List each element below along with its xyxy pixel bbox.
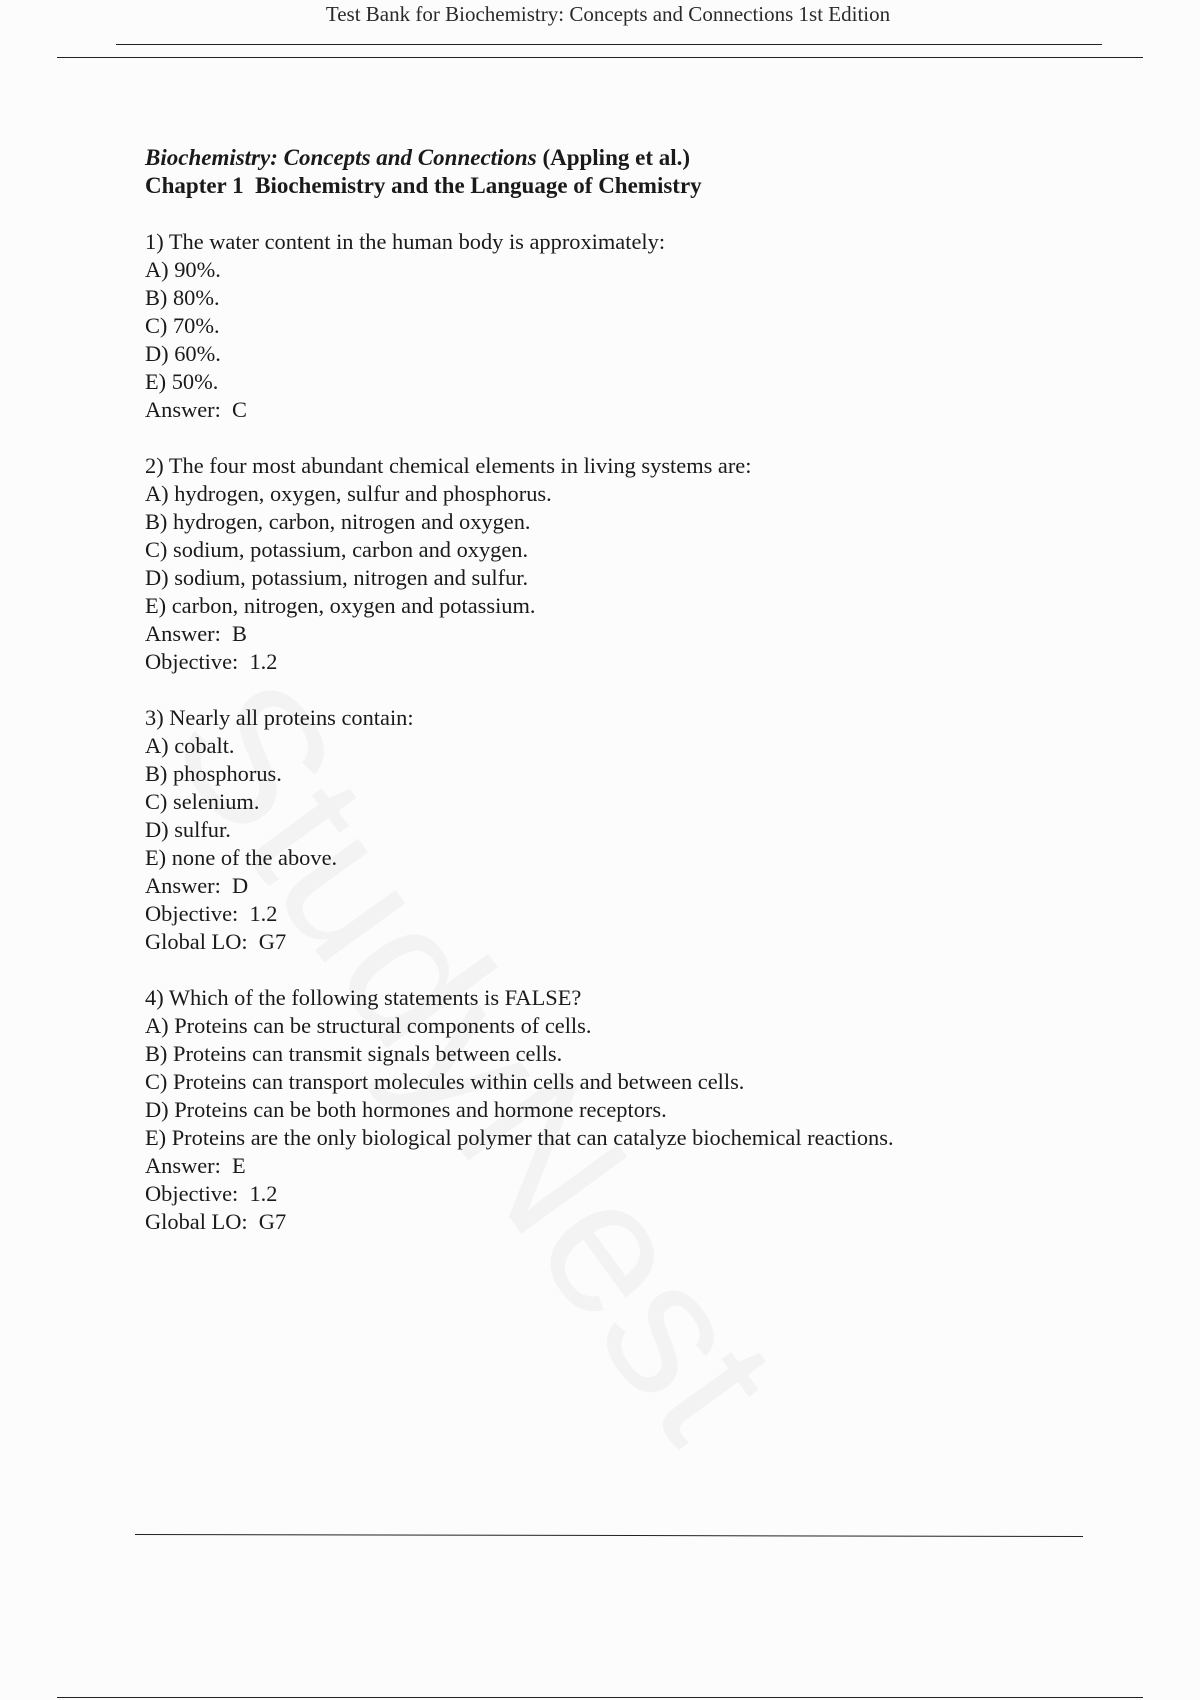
global-lo: Global LO: G7: [145, 1209, 287, 1234]
page-content: [145, 144, 1145, 1236]
global-lo: Global LO: G7: [145, 929, 287, 954]
header-rule-inner: [116, 44, 1102, 45]
option-a: A) hydrogen, oxygen, sulfur and phosphorus.: [145, 481, 552, 506]
option-c: C) Proteins can transport molecules within cells and between cells.: [145, 1069, 745, 1094]
option-a: A) 90%.: [145, 257, 221, 282]
option-d: D) sodium, potassium, nitrogen and sulfur.: [145, 565, 529, 590]
question-4: [145, 984, 1145, 1236]
option-a: A) cobalt.: [145, 733, 235, 758]
answer: Answer: D: [145, 873, 249, 898]
question-stem: 4) Which of the following statements is FALSE?: [145, 985, 582, 1010]
option-a: A) Proteins can be structural components of cells.: [145, 1013, 592, 1038]
objective: Objective: 1.2: [145, 901, 278, 926]
question-stem: 1) The water content in the human body is approximately:: [145, 229, 666, 254]
option-b: B) phosphorus.: [145, 761, 282, 786]
objective: Objective: 1.2: [145, 1181, 278, 1206]
option-d: D) sulfur.: [145, 817, 231, 842]
option-e: E) carbon, nitrogen, oxygen and potassium.: [145, 593, 536, 618]
chapter-title: Chapter 1 Biochemistry and the Language of Chemistry: [145, 173, 702, 198]
question-stem: 3) Nearly all proteins contain:: [145, 705, 414, 730]
option-b: B) hydrogen, carbon, nitrogen and oxygen.: [145, 509, 531, 534]
option-c: C) 70%.: [145, 313, 220, 338]
book-authors: (Appling et al.): [542, 145, 691, 170]
header-rule-outer: [57, 57, 1143, 58]
question-1: [145, 228, 1145, 424]
option-e: E) Proteins are the only biological polymer that can catalyze biochemical reactions.: [145, 1125, 894, 1150]
option-d: D) 60%.: [145, 341, 221, 366]
question-stem: 2) The four most abundant chemical elements in living systems are:: [145, 453, 752, 478]
footer-rule-outer: [57, 1697, 1143, 1698]
question-3: [145, 704, 1145, 956]
document-title: [145, 144, 1145, 200]
option-c: C) selenium.: [145, 789, 260, 814]
book-title: Biochemistry: Concepts and Connections: [145, 145, 537, 170]
footer-rule-inner: [135, 1534, 1083, 1537]
option-b: B) Proteins can transmit signals between cells.: [145, 1041, 563, 1066]
option-d: D) Proteins can be both hormones and hormone receptors.: [145, 1097, 667, 1122]
title-line-1: [145, 144, 1145, 172]
option-b: B) 80%.: [145, 285, 220, 310]
answer: Answer: E: [145, 1153, 246, 1178]
option-e: E) 50%.: [145, 369, 219, 394]
question-2: [145, 452, 1145, 676]
answer: Answer: B: [145, 621, 247, 646]
option-e: E) none of the above.: [145, 845, 338, 870]
answer: Answer: C: [145, 397, 247, 422]
objective: Objective: 1.2: [145, 649, 278, 674]
option-c: C) sodium, potassium, carbon and oxygen.: [145, 537, 529, 562]
running-header: Test Bank for Biochemistry: Concepts and Connections 1st Edition: [325, 2, 891, 26]
